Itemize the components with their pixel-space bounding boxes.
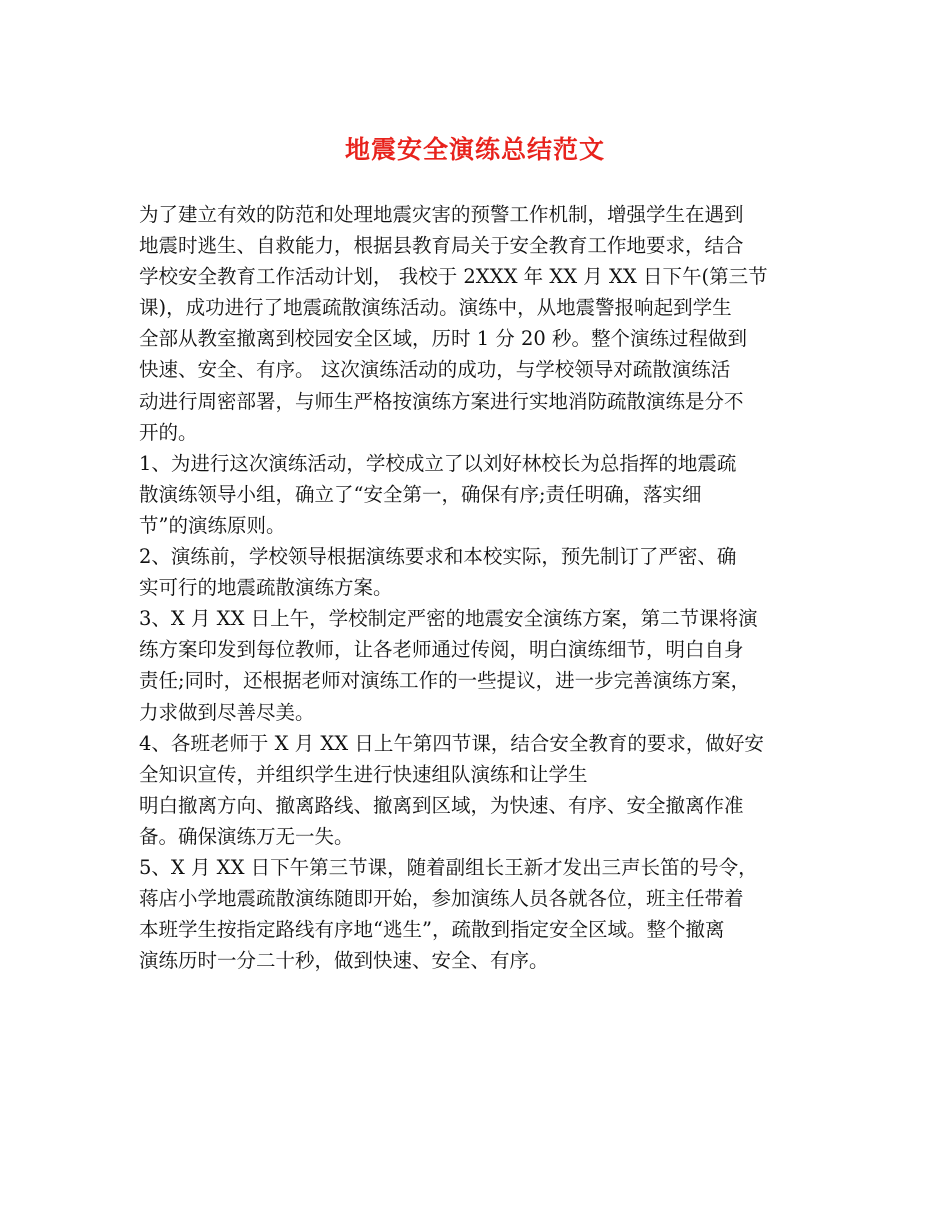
text-line: 力求做到尽善尽美。 bbox=[139, 700, 315, 724]
text-line: 蒋店小学地震疏散演练随即开始，参加演练人员各就各位，班主任带着 bbox=[139, 887, 744, 911]
text-line: 演练历时一分二十秒，做到快速、安全、有序。 bbox=[139, 949, 549, 973]
text-line: 练方案印发到每位教师，让各老师通过传阅，明白演练细节，明白自身 bbox=[139, 638, 744, 662]
text-line: 明白撤离方向、撤离路线、撤离到区域，为快速、有序、安全撤离作准 bbox=[139, 793, 744, 817]
text-line: 本班学生按指定路线有序地“逃生”，疏散到指定安全区域。整个撤离 bbox=[139, 918, 725, 942]
text-line: 快速、安全、有序。 这次演练活动的成功，与学校领导对疏散演练活 bbox=[139, 358, 731, 382]
document-body bbox=[139, 199, 823, 976]
text-line: 散演练领导小组，确立了“安全第一，确保有序;责任明确，落实细 bbox=[139, 482, 702, 506]
text-line: 备。确保演练万无一失。 bbox=[139, 824, 354, 848]
text-line: 为了建立有效的防范和处理地震灾害的预警工作机制，增强学生在遇到 bbox=[139, 203, 744, 226]
text-line: 开的。 bbox=[139, 420, 198, 444]
text-line: 地震时逃生、自救能力，根据县教育局关于安全教育工作地要求，结合 bbox=[139, 234, 744, 258]
text-line: 4、各班老师于 X 月 XX 日上午第四节课，结合安全教育的要求，做好安 bbox=[139, 731, 764, 755]
text-line: 动进行周密部署，与师生严格按演练方案进行实地消防疏散演练是分不 bbox=[139, 389, 744, 413]
text-line: 全部从教室撤离到校园安全区域，历时 1 分 20 秒。整个演练过程做到 bbox=[139, 327, 748, 351]
text-line: 1、为进行这次演练活动，学校成立了以刘好林校长为总指挥的地震疏 bbox=[139, 451, 737, 475]
text-line: 全知识宣传，并组织学生进行快速组队演练和让学生 bbox=[139, 762, 588, 786]
text-line: 节”的演练原则。 bbox=[139, 513, 286, 537]
document-title: 地震安全演练总结范文 bbox=[344, 135, 605, 164]
text-line: 责任;同时，还根据老师对演练工作的一些提议，进一步完善演练方案， bbox=[139, 669, 751, 693]
text-line: 2、演练前，学校领导根据演练要求和本校实际，预先制订了严密、确 bbox=[139, 545, 737, 569]
text-line: 实可行的地震疏散演练方案。 bbox=[139, 576, 393, 600]
text-line: 3、X 月 XX 日上午，学校制定严密的地震安全演练方案，第二节课将演 bbox=[139, 607, 758, 631]
text-line: 课)，成功进行了地震疏散演练活动。演练中，从地震警报响起到学生 bbox=[139, 296, 732, 320]
text-line: 5、X 月 XX 日下午第三节课，随着副组长王新才发出三声长笛的号令， bbox=[139, 855, 758, 879]
text-line: 学校安全教育工作活动计划， 我校于 2XXX 年 XX 月 XX 日下午(第三节 bbox=[139, 265, 768, 289]
